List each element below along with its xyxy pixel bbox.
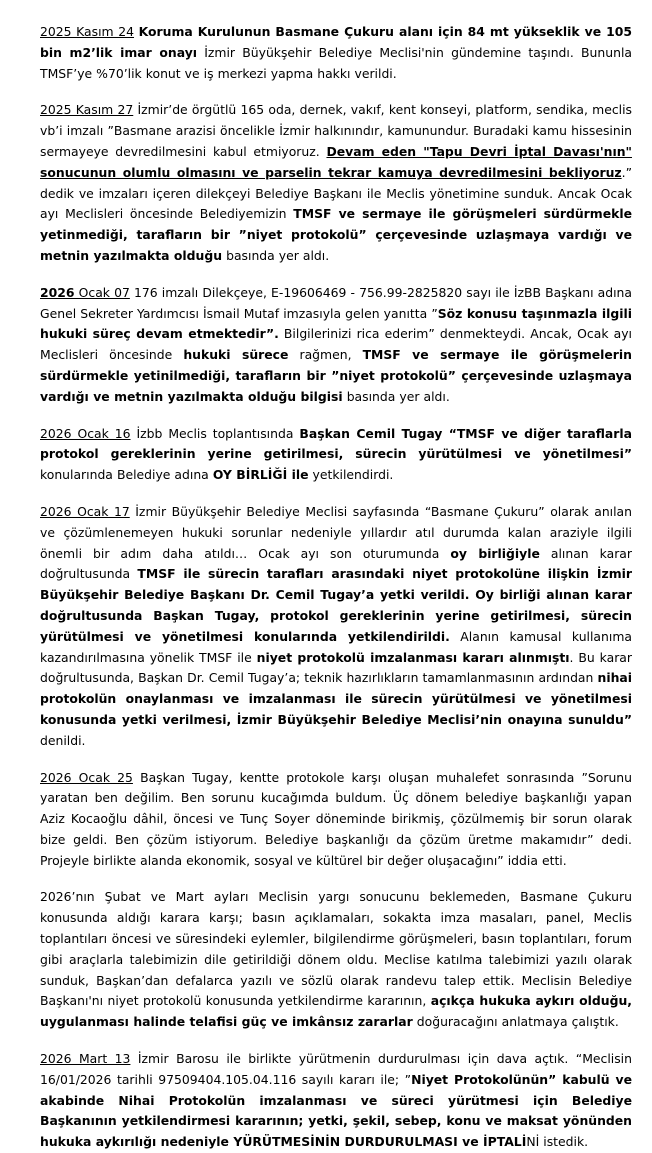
text-run: Başkan Tugay, kentte protokole karşı oluşan muhalefet sonrasında ”Sorunu yaratan ben değilim. Ben sorunu kucağımda buldum. Üç dönem belediye başkanlığı yapan Aziz Kocaoğlu dâhil, öncesi ve Tunç Soyer döneminde birikmiş, çözülmemiş bir sorun olarak bize geldi. Ben çözüm istiyorum. Belediye başkanlığı da çözüm üretme makamıdır” dedi. Projeyle birlikte alanda ekonomik, sosyal ve kültürel bir değer oluşacağını” iddia etti. xyxy=(40,769,633,868)
para-2026-ocak-25 xyxy=(40,768,632,872)
text-run: TMSF ile sürecin tarafları arasındaki niyet protokolüne ilişkin İzmir Büyükşehir Belediye Başkanı Dr. Cemil Tugay’a yetki verildi. Oy birliği alınan karar doğrultusunda Başkan Tugay, protokol gereklerinin yerine getirilmesi, sürecin yürütülmesi ve yönetilmesi konularında yetkilendirildi. xyxy=(40,566,632,644)
text-run: İzmir Büyükşehir Belediye Meclisi sayfasında “Basmane Çukuru” olarak anılan ve çözümlenemeyen hukuki sorunlar nedeniyle yıllardır atıl durumda kalan araziyle ilgili önemli bir adım daha atıldı… Ocak ayı son oturumunda xyxy=(40,503,633,561)
para-2025-kasim-24 xyxy=(40,22,632,84)
text-run: 2026’nın Şubat ve Mart ayları Meclisin yargı sonucunu beklemeden, Basmane Çukuru konusunda aldığı karara karşı; basın açıklamaları, sokakta imza masaları, panel, Meclis toplantıları öncesi ve süresindeki eylemler, bilgilendirme görüşmeleri, basın toplantıları, forum gibi araçlarla talebimizin dile getirildiği dönem oldu. Meclise katılma talebimizi yazılı olarak sunduk, Başkan’dan defalarca yazılı ve sözlü olarak randevu talep ettik. Meclisin Belediye Başkanı'nı niyet protokolü konusunda yetkilendirme kararının, xyxy=(40,889,632,1009)
text-run: denildi. xyxy=(40,732,86,748)
text-run: İzmir Büyükşehir Belediye Meclisi'nin gündemine taşındı. Bununla TMSF’ye %70’lik konut ve iş merkezi yapma hakkı verildi. xyxy=(40,44,632,81)
text-run: 2026 Mart 13 xyxy=(40,1051,131,1067)
text-run: Alanın kamusal kullanıma kazandırılmasına yönelik TMSF ile xyxy=(40,628,632,665)
text-run: . Bu karar doğrultusunda, Başkan Dr. Cemil Tugay’a; teknik hazırlıkların tamamlanmasının ardından xyxy=(40,649,632,686)
text-run: Koruma Kurulunun Basmane Çukuru alanı için 84 mt yükseklik ve 105 bin m2’lik imar onayı xyxy=(40,24,632,60)
text-run: Bilgilerinizi rica ederim” denmekteydi. Ancak, Ocak ayı Meclisleri öncesinde xyxy=(40,326,632,363)
text-run: 2026 xyxy=(40,284,75,300)
text-run: TMSF ve sermaye ile görüşmeleri sürdürmekle yetinmediği, tarafların bir ”niyet protokolü” çerçevesinde uzlaşmaya vardığı ve metnin yazılmakta olduğu xyxy=(40,206,632,263)
text-run: Devam eden "Tapu Devri İptal Davası'nın" sonucunun olumlu olmasını ve parselin tekrar kamuya devredilmesini bekliyoruz xyxy=(40,143,632,180)
text-run: 2025 Kasım 27 xyxy=(40,102,134,118)
text-run: Niyet Protokolünün” kabulü ve akabinde Nihai Protokolün imzalanması ve süreci yürütmesi için Belediye Başkanının yetkilendirmesi kararının; yetki, şekil, sebep, konu ve maksat yönünden hukuka aykırılığı nedeniyle YÜRÜTMESİNİN DURDURULMASI ve İPTALİ xyxy=(40,1071,632,1150)
text-run: rağmen, xyxy=(288,347,363,363)
para-2026-ocak-16 xyxy=(40,424,632,486)
text-run: konularında Belediye adına xyxy=(40,467,213,483)
para-2026-ocak-07 xyxy=(40,283,632,408)
text-run: Söz konusu taşınmazla ilgili hukuki süreç devam etmektedir”. xyxy=(40,305,632,342)
text-run: OY BİRLİĞİ ile xyxy=(212,467,309,483)
text-run: 2026 Ocak 16 xyxy=(40,425,131,441)
text-run: yetkilendirdi. xyxy=(308,467,394,483)
text-run: 2026 Ocak 25 xyxy=(40,769,133,785)
text-run: İzmir’de örgütlü 165 oda, dernek, vakıf, kent konseyi, platform, sendika, meclis vb’i imzalı ”Basmane arazisi öncelikle İzmir halkınındır, kamunundur. Buradaki kamu hissesinin sermayeye devredilmesini kabul etmiyoruz. xyxy=(40,102,632,159)
text-run: basında yer aldı. xyxy=(342,388,450,404)
text-run: Nİ istedik. xyxy=(526,1134,589,1150)
text-run: TMSF ve sermaye ile görüşmelerin sürdürmekle yetinilmediği, tarafların bir ”niyet protokolü” çerçevesinde uzlaşmaya vardığı ve metnin yazılmakta olduğu bilgisi xyxy=(40,347,632,404)
text-run: 2025 Kasım 24 xyxy=(40,24,135,39)
text-run: alınan karar doğrultusunda xyxy=(40,545,632,582)
para-2026-mart-13 xyxy=(40,1049,632,1153)
text-run: İzmir Barosu ile birlikte yürütmenin durdurulması için dava açtık. “Meclisin 16/01/2026 tarihli 97509404.105.04.116 sayılı kararı ile; ” xyxy=(40,1051,632,1087)
text-run: oy birliğiyle xyxy=(450,545,540,561)
para-2025-kasim-27 xyxy=(40,100,632,266)
para-2026-ocak-17 xyxy=(40,502,632,752)
para-2026-subat-mart xyxy=(40,887,632,1033)
text-run: basında yer aldı. xyxy=(222,247,330,263)
text-run: .” dedik ve imzaları içeren dilekçeyi Belediye Başkanı ile Meclis yönetimine sunduk. Ancak Ocak ayı Meclisleri öncesinde Belediyemizin xyxy=(40,164,632,222)
text-run: 176 imzalı Dilekçeye, E-19606469 - 756.99-2825820 sayı ile İzBB Başkanı adına Genel Sekreter Yardımcısı İsmail Mutaf imzasıyla gelen yanıtta ” xyxy=(40,284,633,321)
text-run: Başkan Cemil Tugay “TMSF ve diğer taraflarla protokol gereklerinin yerine getirilmesi, sürecin yürütülmesi ve yönetilmesi” xyxy=(40,425,632,462)
text-run: hukuki sürece xyxy=(183,347,289,363)
text-run: doğuracağını anlatmaya çalıştık. xyxy=(412,1014,619,1030)
text-run: Ocak 07 xyxy=(74,284,130,300)
text-run: niyet protokolü imzalanması kararı alınmıştı xyxy=(256,649,570,665)
text-run: 2026 Ocak 17 xyxy=(40,503,130,519)
text-run: açıkça hukuka aykırı olduğu, uygulanması halinde telafisi güç ve imkânsız zararlar xyxy=(40,993,633,1030)
text-run: İzbb Meclis toplantısında xyxy=(130,425,300,441)
text-run: nihai protokolün onaylanması ve imzalanması ile sürecin yürütülmesi ve yönetilmesi konusunda yetki verilmesi, İzmir Büyükşehir Belediye Meclisi’nin onayına sunuldu” xyxy=(40,670,632,727)
